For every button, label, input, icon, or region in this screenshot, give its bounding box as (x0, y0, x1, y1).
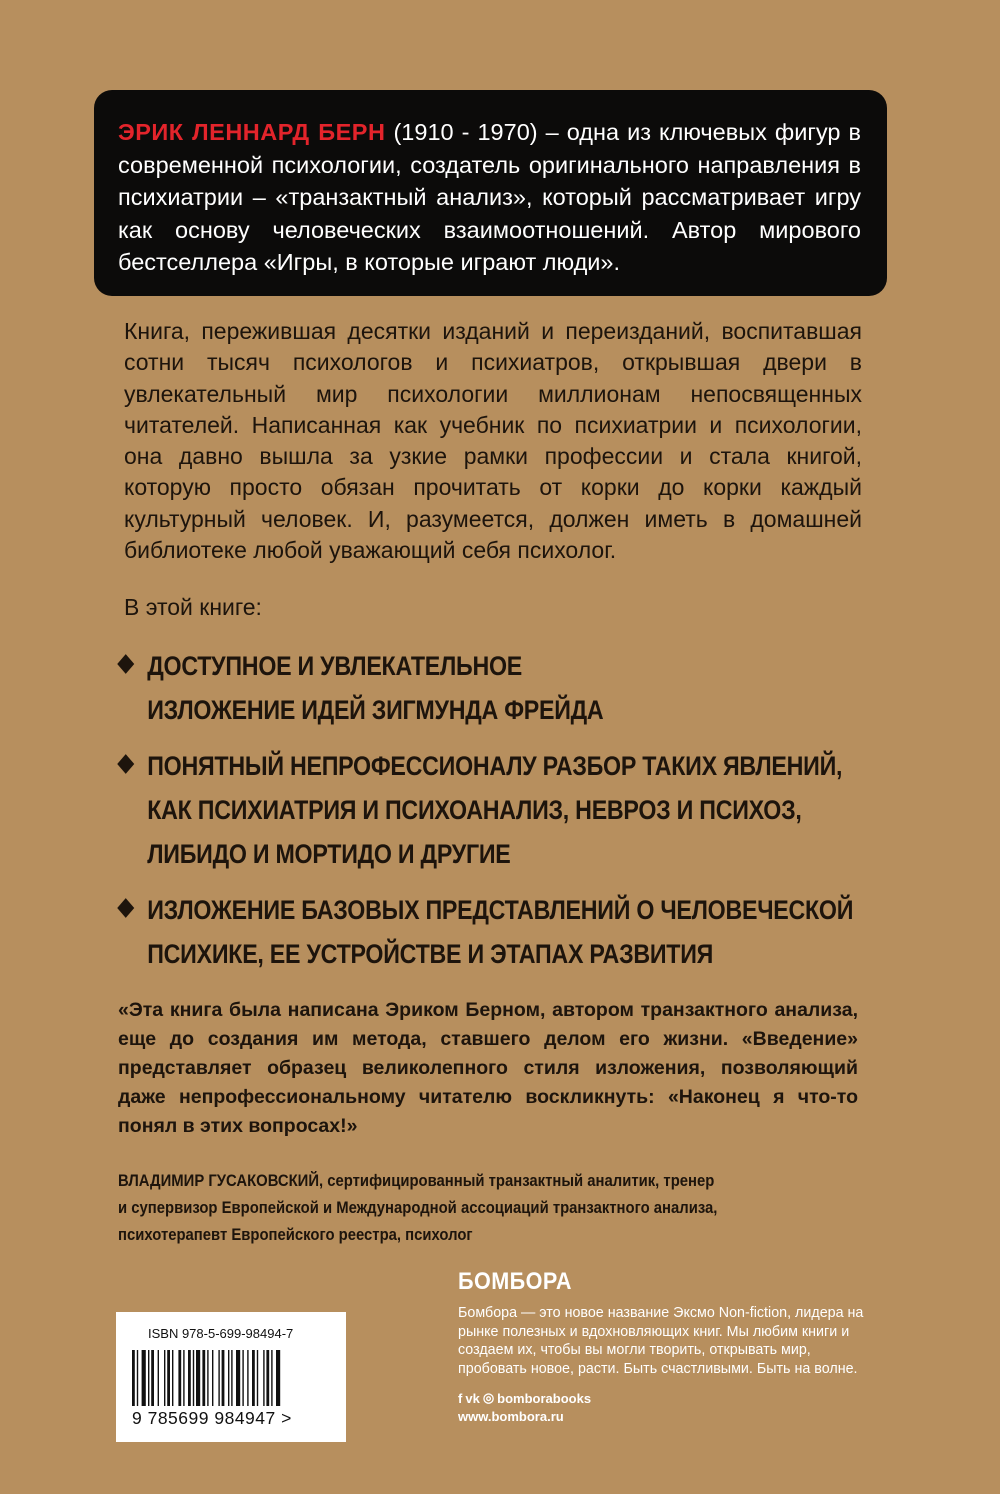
author-bio-text: (1910 - 1970) – одна из ключевых фигур в современной психологии, создатель оригинального направления в психиатрии – «транзактный анализ», который рассматривает игру как основу человеческих взаимоотношений. Автор мирового бестселлера «Игры, в которые играют люди». (118, 119, 861, 275)
feature-line: ИЗЛОЖЕНИЕ БАЗОВЫХ ПРЕДСТАВЛЕНИЙ О ЧЕЛОВЕЧЕСКОЙ (147, 895, 854, 925)
ean-digits: 9 785699 984947 > (132, 1408, 292, 1428)
publisher-block (458, 1268, 878, 1424)
publisher-website[interactable]: www.bombora.ru (458, 1409, 564, 1424)
feature-line: ДОСТУПНОЕ И УВЛЕКАТЕЛЬНОЕ (147, 651, 522, 681)
author-line: ВЛАДИМИР ГУСАКОВСКИЙ, сертифицированный транзактный аналитик, тренер (118, 1172, 715, 1190)
diamond-bullet-icon (117, 654, 134, 674)
feature-line: КАК ПСИХИАТРИЯ И ПСИХОАНАЛИЗ, НЕВРОЗ И ПСИХОЗ, (147, 795, 802, 825)
instagram-icon[interactable]: ◎ (482, 1390, 495, 1405)
vk-icon[interactable]: vk (465, 1390, 480, 1406)
feature-line: ИЗЛОЖЕНИЕ ИДЕЙ ЗИГМУНДА ФРЕЙДА (147, 695, 604, 725)
review-quote: «Эта книга была написана Эриком Берном, автором транзактного анализа, еще до создания им метода, ставшего делом его жизни. «Введение» представляет образец великолепного стиля изложения, позволяющий даже непрофессиональному читателю воскликнуть: «Наконец я что-то понял в этих вопросах!» (118, 999, 858, 1137)
author-name: ЭРИК ЛЕННАРД БЕРН (118, 119, 386, 145)
publisher-description: Бомбора — это новое название Эксмо Non-fiction, лидера на рынке полезных и вдохновляющих книг. Мы любим книги и создаем их, чтобы вы могли творить, открывать мир, пробовать новое, расти. Быть счастливыми. Быть на волне. (458, 1305, 864, 1377)
feature-list (118, 644, 878, 976)
social-links (458, 1390, 878, 1406)
isbn-label: ISBN 978-5-699-98494-7 (148, 1326, 294, 1341)
quote-author (118, 1168, 883, 1249)
barcode-card (116, 1312, 346, 1442)
feature-item (118, 888, 887, 976)
author-line: и супервизор Европейской и Международной ассоциаций транзактного анализа, (118, 1199, 718, 1217)
feature-line: ПОНЯТНЫЙ НЕПРОФЕССИОНАЛУ РАЗБОР ТАКИХ ЯВЛЕНИЙ, (147, 751, 843, 781)
facebook-icon[interactable]: f (458, 1390, 463, 1406)
feature-line: ПСИХИКЕ, ЕЕ УСТРОЙСТВЕ И ЭТАПАХ РАЗВИТИЯ (147, 939, 714, 969)
feature-item (118, 644, 887, 732)
social-handle[interactable]: bomborabooks (497, 1390, 592, 1406)
feature-line: ЛИБИДО И МОРТИДО И ДРУГИЕ (147, 839, 511, 869)
author-line: психотерапевт Европейского реестра, психолог (118, 1226, 473, 1244)
author-bio-box (94, 90, 887, 296)
diamond-bullet-icon (117, 898, 134, 918)
publisher-logo: БОМБОРА (458, 1268, 572, 1295)
book-description: Книга, пережившая десятки изданий и переизданий, воспитавшая сотни тысяч психологов и психиатров, открывшая двери в увлекательный мир психологии миллионам непосвященных читателей. Написанная как учебник по психиатрии и психологии, она давно вышла за узкие рамки профессии и стала книгой, которую просто обязан прочитать от корки до корки каждый культурный человек. И, разумеется, должен иметь в домашней библиотеке любой уважающий себя психолог. (124, 318, 862, 564)
in-book-label: В этой книге: (124, 594, 262, 620)
feature-item (118, 744, 887, 876)
barcode-icon (130, 1350, 330, 1408)
diamond-bullet-icon (117, 754, 134, 774)
